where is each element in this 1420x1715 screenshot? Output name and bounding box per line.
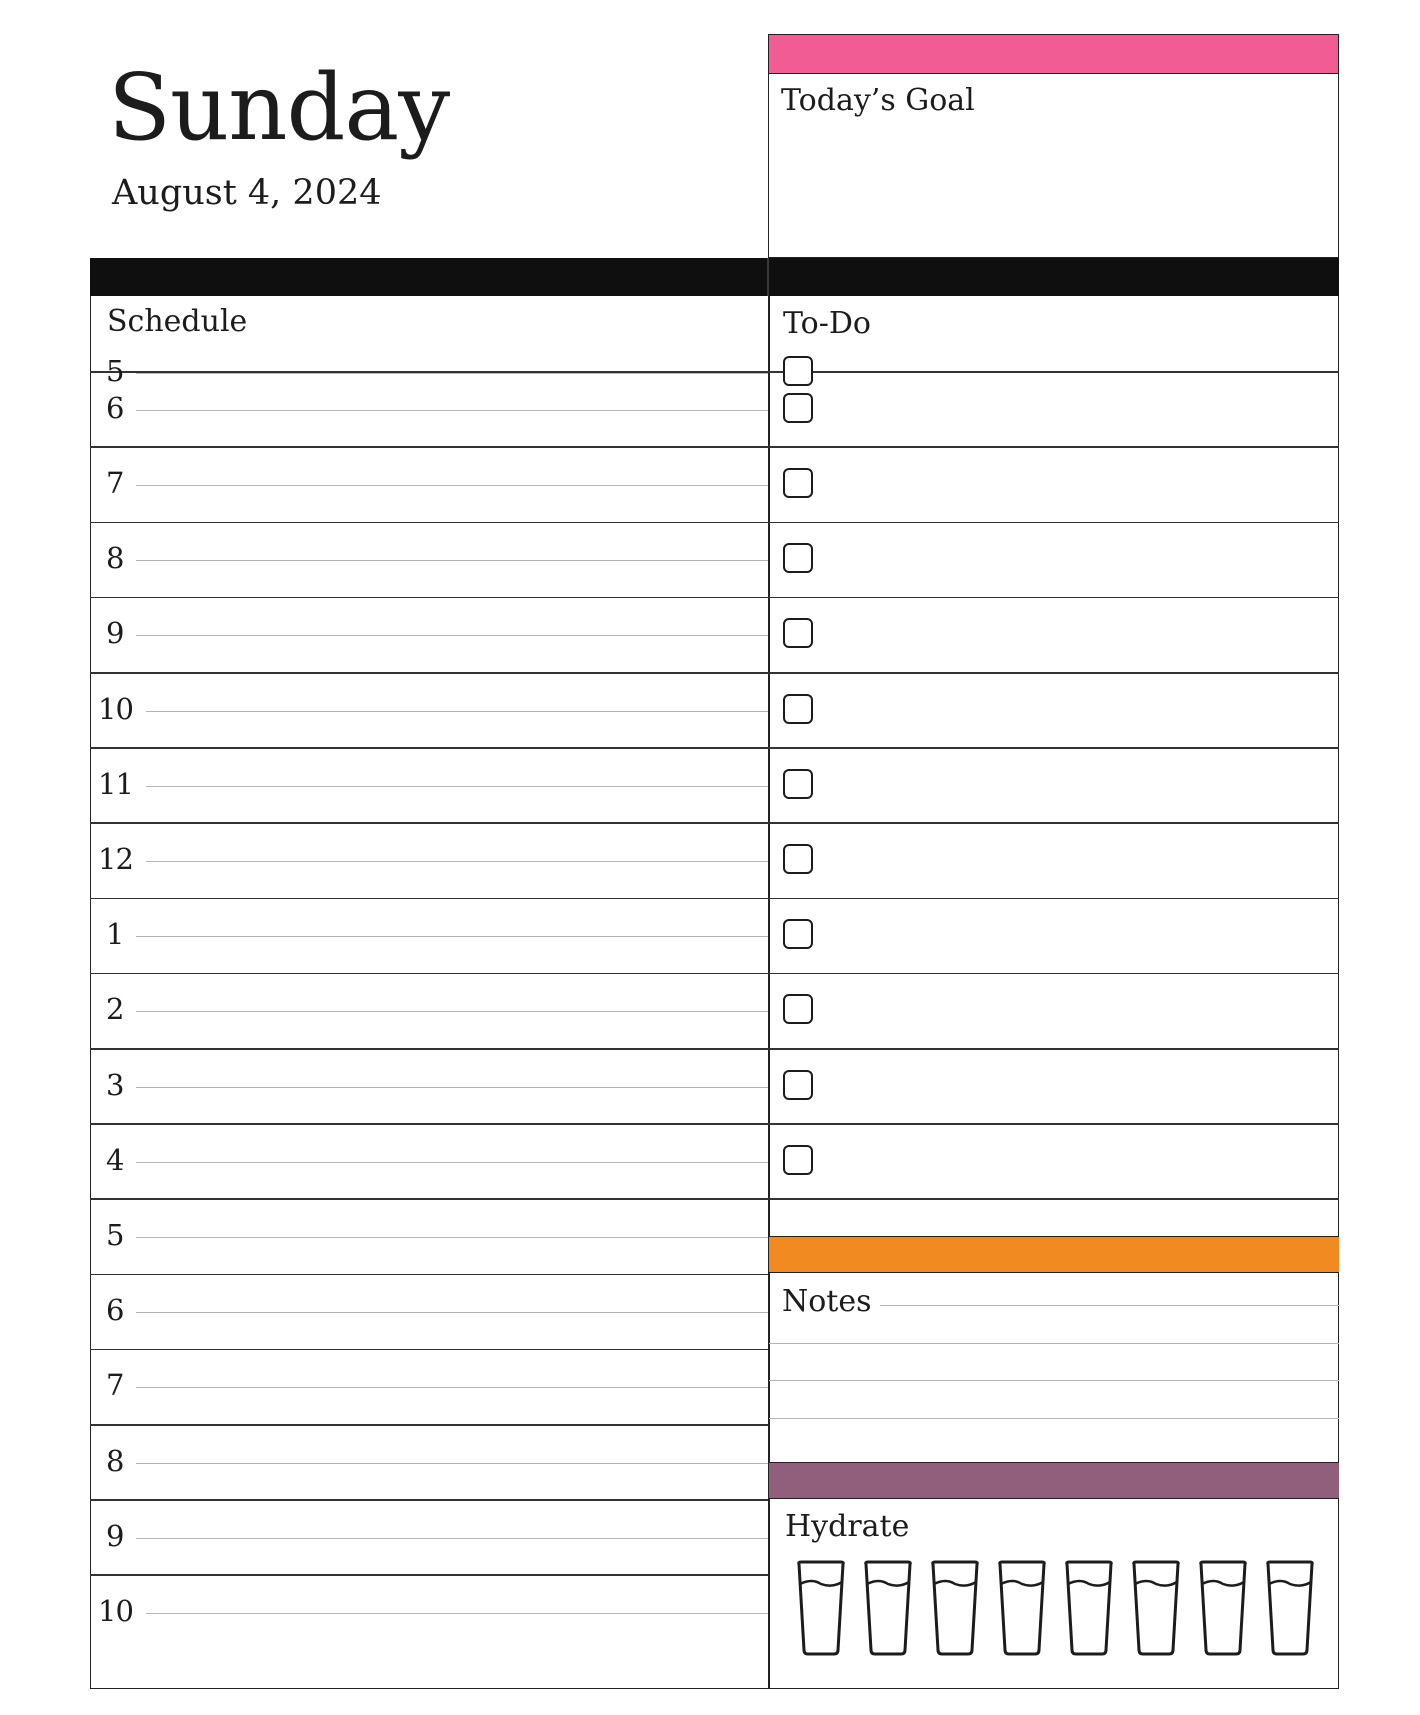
checkbox-icon[interactable] (783, 468, 813, 498)
hour-label: 6 (106, 1293, 124, 1328)
hour-label: 5 (106, 1218, 124, 1252)
schedule-entry-line[interactable] (136, 1011, 768, 1012)
schedule-entry-line[interactable] (136, 410, 768, 411)
checkbox-icon[interactable] (783, 919, 813, 949)
notes-label: Notes (782, 1284, 872, 1319)
water-glass-icon[interactable] (928, 1560, 982, 1656)
water-glass-icon[interactable] (794, 1560, 848, 1656)
schedule-row-divider (90, 1274, 768, 1276)
checkbox-icon[interactable] (783, 1145, 813, 1175)
hour-label: 12 (98, 842, 133, 876)
schedule-entry-line[interactable] (136, 1387, 768, 1388)
schedule-entry-line[interactable] (146, 1613, 768, 1614)
hour-label: 9 (106, 616, 124, 651)
schedule-entry-line[interactable] (136, 1538, 768, 1539)
notes-line[interactable] (769, 1343, 1339, 1344)
schedule-row-divider (90, 672, 1339, 674)
checkbox-icon[interactable] (783, 994, 813, 1024)
schedule-entry-line[interactable] (136, 1087, 768, 1088)
hour-label: 6 (106, 390, 124, 425)
schedule-entry-line[interactable] (136, 1237, 768, 1238)
schedule-entry-line[interactable] (136, 1312, 768, 1313)
schedule-row-divider (90, 973, 1339, 975)
schedule-row-divider (90, 1424, 768, 1426)
schedule-entry-line[interactable] (136, 560, 768, 561)
schedule-entry-line[interactable] (136, 635, 768, 636)
notes-line[interactable] (769, 1418, 1339, 1419)
checkbox-icon[interactable] (783, 543, 813, 573)
water-glass-icon[interactable] (1062, 1560, 1116, 1656)
hour-label: 5 (106, 354, 124, 388)
schedule-row-divider (90, 1198, 1339, 1200)
hour-label: 9 (106, 1518, 124, 1553)
schedule-row-divider (90, 747, 1339, 749)
hour-label: 1 (106, 917, 124, 952)
schedule-row-divider (90, 1048, 1339, 1050)
schedule-entry-line[interactable] (136, 936, 768, 937)
schedule-label: Schedule (107, 304, 248, 339)
schedule-entry-line[interactable] (136, 373, 768, 374)
hydrate-label: Hydrate (785, 1509, 910, 1544)
goal-color-bar (769, 35, 1338, 74)
goal-box[interactable] (768, 34, 1339, 258)
hour-label: 10 (98, 1594, 133, 1628)
checkbox-icon[interactable] (783, 618, 813, 648)
hour-label: 8 (106, 1443, 124, 1478)
goal-label: Today’s Goal (781, 83, 975, 118)
notes-line[interactable] (880, 1305, 1339, 1306)
schedule-row-divider (90, 597, 1339, 599)
date-subtitle: August 4, 2024 (112, 173, 382, 213)
schedule-row-divider (90, 822, 1339, 824)
schedule-row-divider (90, 898, 1339, 900)
hour-label: 2 (106, 992, 124, 1027)
header-bar-divider (767, 258, 769, 296)
water-glass-icon[interactable] (1263, 1560, 1317, 1656)
notes-color-bar (769, 1236, 1339, 1273)
water-glass-icon[interactable] (861, 1560, 915, 1656)
checkbox-icon[interactable] (783, 769, 813, 799)
notes-line[interactable] (769, 1380, 1339, 1381)
hour-label: 7 (106, 466, 124, 500)
checkbox-icon[interactable] (783, 844, 813, 874)
day-title: Sunday (108, 54, 450, 161)
schedule-entry-line[interactable] (146, 786, 768, 787)
water-glass-icon[interactable] (1129, 1560, 1183, 1656)
todo-label: To-Do (783, 306, 871, 341)
hour-label: 10 (98, 691, 133, 726)
hydrate-color-bar (769, 1462, 1339, 1499)
schedule-row-divider (90, 522, 1339, 524)
schedule-row-divider (90, 1574, 768, 1576)
schedule-row-divider (90, 1499, 768, 1501)
checkbox-icon[interactable] (783, 1070, 813, 1100)
water-glass-icon[interactable] (1196, 1560, 1250, 1656)
schedule-row-divider (90, 1349, 768, 1351)
hour-label: 7 (106, 1368, 124, 1403)
schedule-entry-line[interactable] (146, 711, 768, 712)
checkbox-icon[interactable] (783, 694, 813, 724)
hour-label: 11 (98, 766, 133, 801)
schedule-entry-line[interactable] (146, 861, 768, 862)
hour-label: 8 (106, 541, 124, 576)
schedule-entry-line[interactable] (136, 1463, 768, 1464)
schedule-entry-line[interactable] (136, 1162, 768, 1163)
schedule-entry-line[interactable] (136, 485, 768, 486)
schedule-row-divider (90, 446, 1339, 448)
hour-label: 3 (106, 1067, 124, 1102)
hour-label: 4 (106, 1142, 124, 1177)
checkbox-icon[interactable] (783, 356, 813, 386)
header-bar (90, 258, 1339, 296)
schedule-row-divider (90, 1123, 1339, 1125)
water-glass-icon[interactable] (995, 1560, 1049, 1656)
checkbox-icon[interactable] (783, 393, 813, 423)
